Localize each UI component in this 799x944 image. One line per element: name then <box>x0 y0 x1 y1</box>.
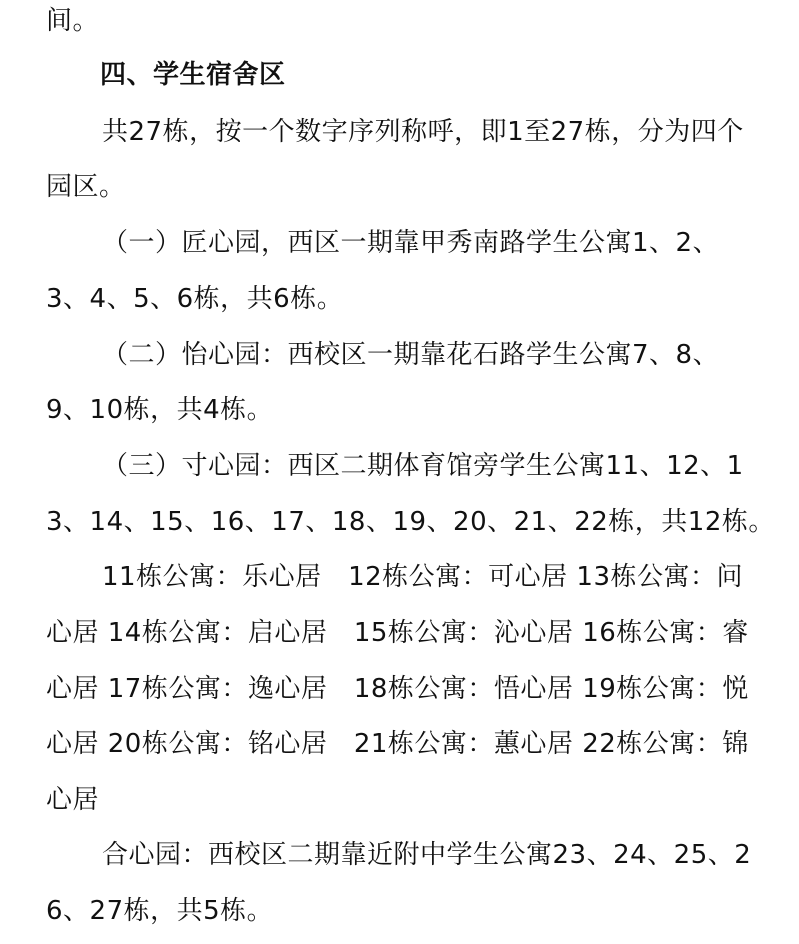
text-line: 合心园：西校区二期靠近附中学生公寓23、24、25、2 <box>102 840 752 870</box>
text-line: 共27栋，按一个数字序列称呼，即1至27栋，分为四个 <box>102 117 744 147</box>
text-line: 6、27栋，共5栋。 <box>46 896 274 926</box>
text-line-continuation: 间。 <box>46 6 100 36</box>
text-line: 心居 17栋公寓：逸心居 18栋公寓：悟心居 19栋公寓：悦 <box>46 674 749 704</box>
text-line: 心居 20栋公寓：铭心居 21栋公寓：蕙心居 22栋公寓：锦 <box>46 729 749 759</box>
text-line: 3、14、15、16、17、18、19、20、21、22栋，共12栋。 <box>46 507 775 537</box>
text-line: （一）匠心园，西区一期靠甲秀南路学生公寓1、2、 <box>102 228 720 258</box>
text-line: 9、10栋，共4栋。 <box>46 395 274 425</box>
text-line: （三）寸心园：西区二期体育馆旁学生公寓11、12、1 <box>102 451 744 481</box>
text-line: 11栋公寓：乐心居 12栋公寓：可心居 13栋公寓：问 <box>102 562 744 592</box>
text-line: 心居 <box>46 785 100 815</box>
text-line: 园区。 <box>46 172 126 202</box>
text-line: （二）怡心园：西校区一期靠花石路学生公寓7、8、 <box>102 340 720 370</box>
text-line: 3、4、5、6栋，共6栋。 <box>46 284 344 314</box>
section-heading: 四、学生宿舍区 <box>100 60 286 90</box>
text-line: 心居 14栋公寓：启心居 15栋公寓：沁心居 16栋公寓：睿 <box>46 618 749 648</box>
